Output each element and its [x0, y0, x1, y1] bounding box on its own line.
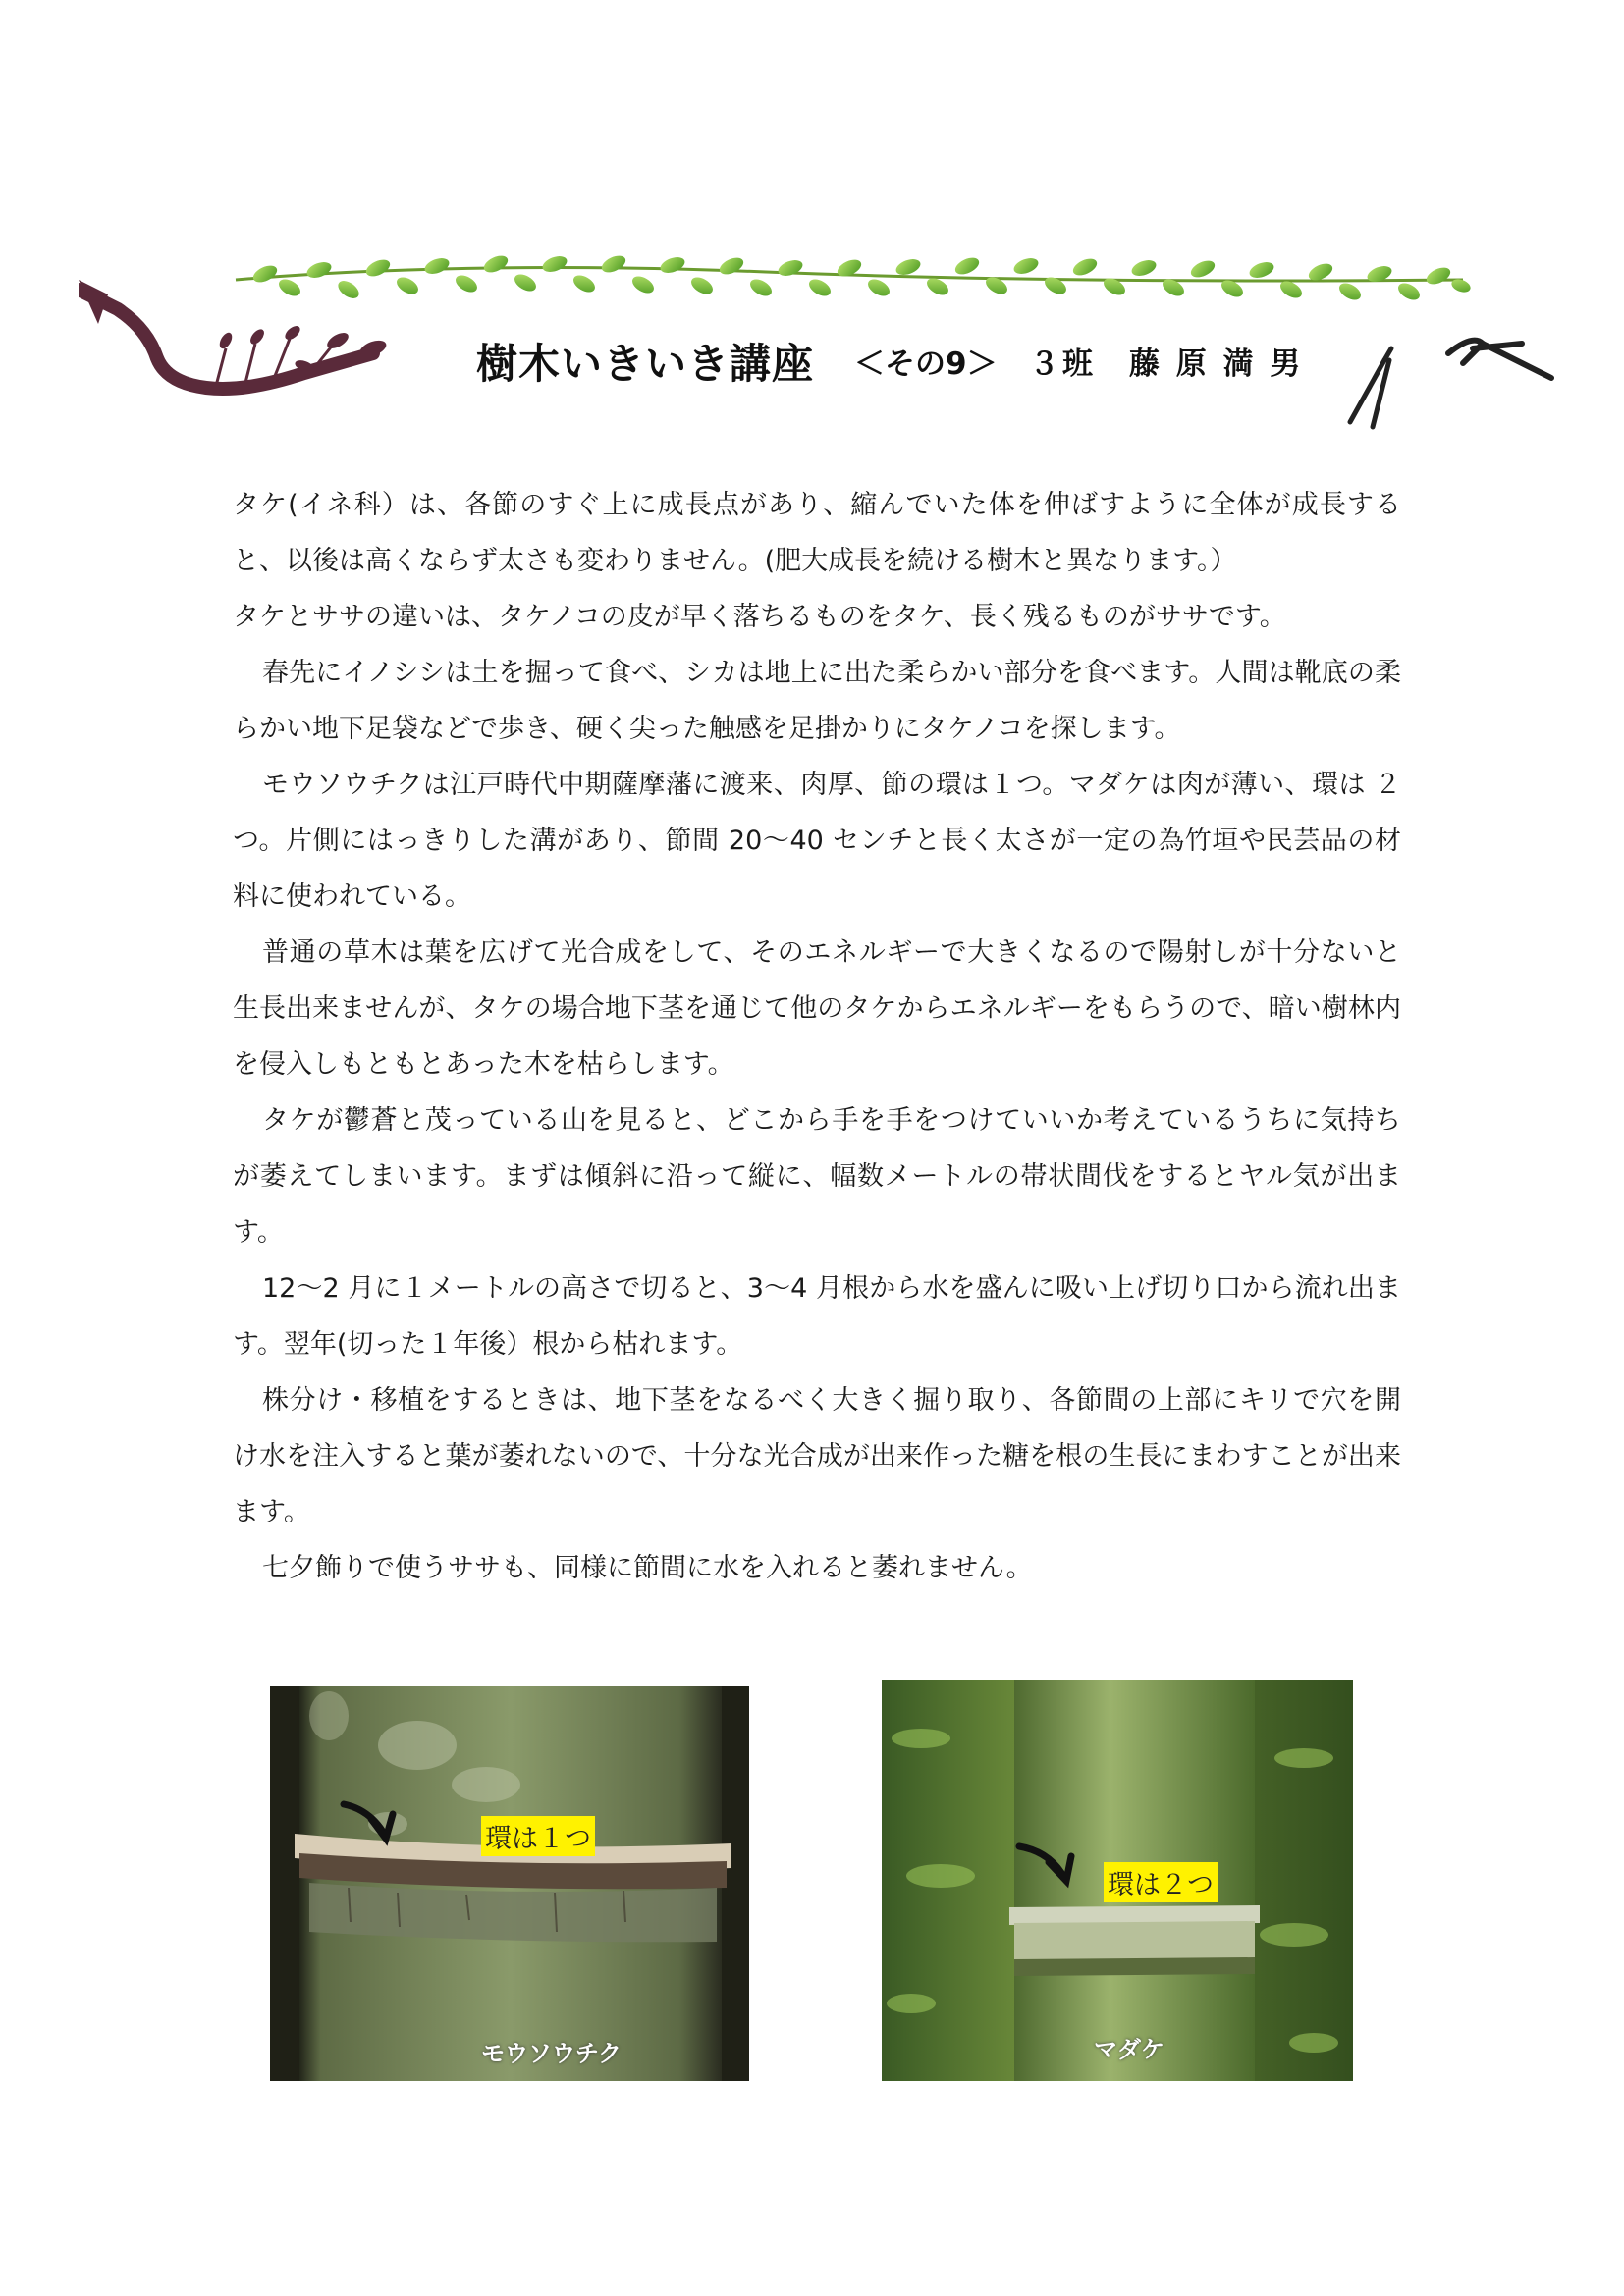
ring-label: 環は２つ	[1104, 1862, 1218, 1902]
paragraph: タケ(イネ科）は、各節のすぐ上に成長点があり、縮んでいた体を伸ばすように全体が成長すると、以後は高くならず太さも変わりません。(肥大成長を続ける樹木と異なります。）	[233, 490, 1401, 576]
paragraph: タケとササの違いは、タケノコの皮が早く落ちるものをタケ、長く残るものがササです。	[233, 602, 1286, 632]
paragraph: モウソウチクは江戸時代中期薩摩藩に渡来、肉厚、節の環は１つ。マダケは肉が薄い、環は ２ つ。片側にはっきりした溝があり、節間 20～40 センチと長く太さが一定の為竹垣や民芸品の材料に使われている。	[233, 770, 1401, 912]
paragraph: 12～2 月に１メートルの高さで切ると、3～4 月根から水を盛んに吸い上げ切り口から流れ出ます。翌年(切った１年後）根から枯れます。	[233, 1273, 1401, 1360]
photo-mosochiku	[270, 1686, 749, 2081]
paragraph: 普通の草木は葉を広げて光合成をして、そのエネルギーで大きくなるので陽射しが十分ないと生長出来ませんが、タケの場合地下茎を通じて他のタケからエネルギーをもらうので、暗い樹林内を侵入しもともとあった木を枯らします。	[233, 937, 1401, 1080]
author-name: ３班 藤 原 満 男	[1029, 347, 1304, 382]
page-title: 樹木いきいき講座	[476, 340, 815, 388]
paragraph: 春先にイノシシは土を掘って食べ、シカは地上に出た柔らかい部分を食べます。人間は靴底の柔らかい地下足袋などで歩き、硬く尖った触感を足掛かりにタケノコを探します。	[233, 658, 1401, 744]
photo-caption: マダケ	[1094, 2036, 1164, 2063]
header-decoration	[79, 250, 1571, 447]
issue-number: ＜その9＞	[854, 347, 998, 382]
photo-caption: モウソウチク	[481, 2040, 623, 2067]
paragraph: 七夕飾りで使うササも、同様に節間に水を入れると萎れません。	[262, 1553, 1033, 1583]
paragraph: タケが鬱蒼と茂っている山を見ると、どこから手を手をつけていいか考えているうちに気持ちが萎えてしまいます。まずは傾斜に沿って縦に、幅数メートルの帯状間伐をするとヤル気が出ます。	[233, 1105, 1401, 1248]
article-body	[233, 477, 1401, 1596]
ring-label: 環は１つ	[481, 1816, 595, 1856]
paragraph: 株分け・移植をするときは、地下茎をなるべく大きく掘り取り、各節間の上部にキリで穴を開け水を注入すると葉が萎れないので、十分な光合成が出来作った糖を根の生長にまわすことが出来ます。	[233, 1385, 1401, 1527]
photo-madake	[882, 1680, 1353, 2081]
